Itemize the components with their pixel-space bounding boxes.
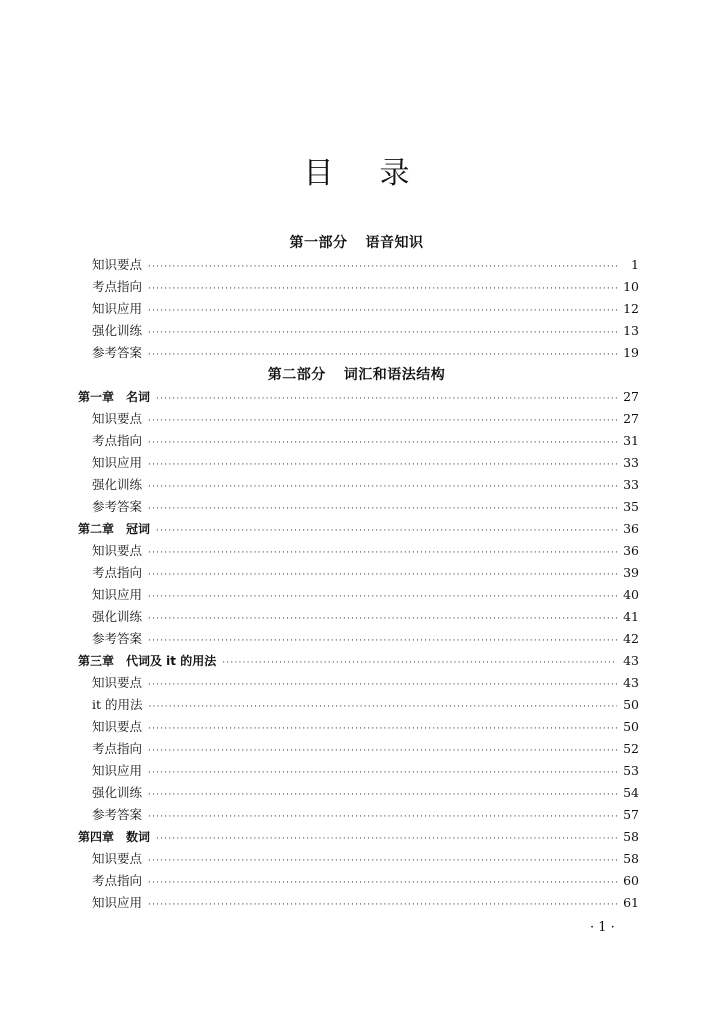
toc-section-entry[interactable] bbox=[92, 694, 639, 716]
dot-leader bbox=[148, 476, 617, 498]
toc-section-entry[interactable] bbox=[92, 738, 639, 760]
dot-leader bbox=[148, 344, 617, 366]
dot-leader bbox=[148, 278, 617, 300]
toc-section-entry[interactable] bbox=[92, 716, 639, 738]
dot-leader bbox=[148, 256, 617, 278]
toc-page-number: 50 bbox=[623, 697, 639, 712]
part-heading bbox=[0, 232, 713, 254]
dot-leader bbox=[148, 740, 617, 762]
dot-leader bbox=[148, 872, 617, 894]
part-title: 词汇和语法结构 bbox=[343, 367, 446, 383]
toc-page-number: 61 bbox=[623, 895, 639, 910]
toc-page-number: 12 bbox=[623, 301, 639, 316]
toc-section-entry[interactable] bbox=[92, 628, 639, 650]
toc-section-entry[interactable] bbox=[92, 320, 639, 342]
part-number: 第一部分 bbox=[289, 235, 348, 251]
toc-section-entry[interactable] bbox=[92, 276, 639, 298]
toc-page-number: 1 bbox=[631, 257, 639, 272]
toc-entry-label: 知识要点 bbox=[92, 719, 143, 734]
toc-entry-label: 考点指向 bbox=[92, 741, 143, 756]
toc-page-number: 36 bbox=[623, 543, 639, 558]
page-title bbox=[0, 148, 713, 192]
toc-entry-label: 参考答案 bbox=[92, 631, 143, 646]
toc-section-entry[interactable] bbox=[92, 254, 639, 276]
dot-leader bbox=[148, 498, 617, 520]
part-number: 第二部分 bbox=[267, 367, 326, 383]
toc-entry-label: 考点指向 bbox=[92, 565, 143, 580]
toc-page-number: 60 bbox=[623, 873, 639, 888]
dot-leader bbox=[148, 784, 617, 806]
dot-leader bbox=[148, 718, 617, 740]
toc-page-number: 50 bbox=[623, 719, 639, 734]
table-of-contents bbox=[0, 232, 713, 914]
toc-page-number: 19 bbox=[623, 345, 639, 360]
dot-leader bbox=[156, 520, 617, 542]
toc-page-number: 39 bbox=[623, 565, 639, 580]
dot-leader bbox=[222, 652, 617, 674]
toc-page-number: 54 bbox=[623, 785, 639, 800]
toc-section-entry[interactable] bbox=[92, 342, 639, 364]
dot-leader bbox=[156, 388, 617, 410]
toc-page-number: 31 bbox=[623, 433, 639, 448]
toc-section-entry[interactable] bbox=[92, 804, 639, 826]
toc-entry-label: 强化训练 bbox=[92, 785, 143, 800]
toc-page-number: 40 bbox=[623, 587, 639, 602]
toc-entry-label: 知识应用 bbox=[92, 763, 143, 778]
toc-entry-label: 第二章 冠词 bbox=[78, 522, 151, 536]
dot-leader bbox=[148, 454, 617, 476]
toc-section-entry[interactable] bbox=[92, 606, 639, 628]
toc-chapter-entry[interactable] bbox=[78, 386, 639, 408]
toc-page-number: 58 bbox=[623, 851, 639, 866]
toc-entry-label: 考点指向 bbox=[92, 873, 143, 888]
toc-section-entry[interactable] bbox=[92, 782, 639, 804]
toc-section-entry[interactable] bbox=[92, 848, 639, 870]
toc-page-number: 36 bbox=[623, 521, 639, 536]
dot-leader bbox=[148, 894, 617, 916]
toc-entry-label: 参考答案 bbox=[92, 807, 143, 822]
toc-page-number: 52 bbox=[623, 741, 639, 756]
toc-entry-label: 考点指向 bbox=[92, 279, 143, 294]
dot-leader bbox=[148, 806, 617, 828]
toc-entry-label: 知识要点 bbox=[92, 411, 143, 426]
toc-section-entry[interactable] bbox=[92, 540, 639, 562]
toc-page-number: 41 bbox=[623, 609, 639, 624]
dot-leader bbox=[148, 300, 617, 322]
toc-entry-label: 第四章 数词 bbox=[78, 830, 151, 844]
toc-entry-label: 知识要点 bbox=[92, 543, 143, 558]
toc-section-entry[interactable] bbox=[92, 760, 639, 782]
toc-section-entry[interactable] bbox=[92, 408, 639, 430]
toc-section-entry[interactable] bbox=[92, 452, 639, 474]
toc-entry-label: 知识应用 bbox=[92, 587, 143, 602]
title-char-1: 目 bbox=[303, 156, 334, 191]
dot-leader bbox=[148, 432, 617, 454]
toc-page-number: 33 bbox=[623, 477, 639, 492]
toc-section-entry[interactable] bbox=[92, 474, 639, 496]
toc-entry-label: 知识应用 bbox=[92, 895, 143, 910]
toc-entry-label: it 的用法 bbox=[92, 697, 143, 712]
toc-entry-label: 知识要点 bbox=[92, 851, 143, 866]
toc-entry-label: 强化训练 bbox=[92, 477, 143, 492]
toc-section-entry[interactable] bbox=[92, 298, 639, 320]
toc-section-entry[interactable] bbox=[92, 870, 639, 892]
page-number: · 1 · bbox=[590, 920, 615, 935]
toc-entry-label: 知识应用 bbox=[92, 301, 143, 316]
toc-section-entry[interactable] bbox=[92, 496, 639, 518]
dot-leader bbox=[156, 828, 617, 850]
toc-page-number: 43 bbox=[623, 675, 639, 690]
toc-chapter-entry[interactable] bbox=[78, 518, 639, 540]
toc-section-entry[interactable] bbox=[92, 672, 639, 694]
toc-entry-label: 知识要点 bbox=[92, 675, 143, 690]
toc-entry-label: 第三章 代词及 it 的用法 bbox=[78, 654, 217, 668]
dot-leader bbox=[148, 608, 617, 630]
toc-entry-label: 第一章 名词 bbox=[78, 390, 151, 404]
dot-leader bbox=[148, 850, 617, 872]
toc-page-number: 43 bbox=[623, 653, 639, 668]
toc-section-entry[interactable] bbox=[92, 562, 639, 584]
part-heading bbox=[0, 364, 713, 386]
toc-page-number: 42 bbox=[623, 631, 639, 646]
dot-leader bbox=[148, 542, 617, 564]
toc-entry-label: 考点指向 bbox=[92, 433, 143, 448]
dot-leader bbox=[148, 322, 617, 344]
dot-leader bbox=[148, 586, 617, 608]
toc-page-number: 27 bbox=[623, 389, 639, 404]
toc-section-entry[interactable] bbox=[92, 430, 639, 452]
part-title: 语音知识 bbox=[365, 235, 424, 251]
toc-page-number: 33 bbox=[623, 455, 639, 470]
title-char-2: 录 bbox=[379, 156, 410, 191]
dot-leader bbox=[148, 410, 617, 432]
dot-leader bbox=[148, 630, 617, 652]
toc-page-number: 10 bbox=[623, 279, 639, 294]
toc-chapter-entry[interactable] bbox=[78, 826, 639, 848]
toc-chapter-entry[interactable] bbox=[78, 650, 639, 672]
dot-leader bbox=[149, 696, 618, 718]
toc-entry-label: 知识应用 bbox=[92, 455, 143, 470]
dot-leader bbox=[148, 674, 617, 696]
toc-page-number: 57 bbox=[623, 807, 639, 822]
dot-leader bbox=[148, 762, 617, 784]
toc-section-entry[interactable] bbox=[92, 584, 639, 606]
toc-page-number: 13 bbox=[623, 323, 639, 338]
dot-leader bbox=[148, 564, 617, 586]
toc-page-number: 35 bbox=[623, 499, 639, 514]
toc-entry-label: 强化训练 bbox=[92, 609, 143, 624]
toc-page-number: 58 bbox=[623, 829, 639, 844]
toc-entry-label: 强化训练 bbox=[92, 323, 143, 338]
toc-page-number: 27 bbox=[623, 411, 639, 426]
toc-entry-label: 参考答案 bbox=[92, 499, 143, 514]
toc-entry-label: 参考答案 bbox=[92, 345, 143, 360]
toc-page-number: 53 bbox=[623, 763, 639, 778]
toc-entry-label: 知识要点 bbox=[92, 257, 143, 272]
toc-section-entry[interactable] bbox=[92, 892, 639, 914]
